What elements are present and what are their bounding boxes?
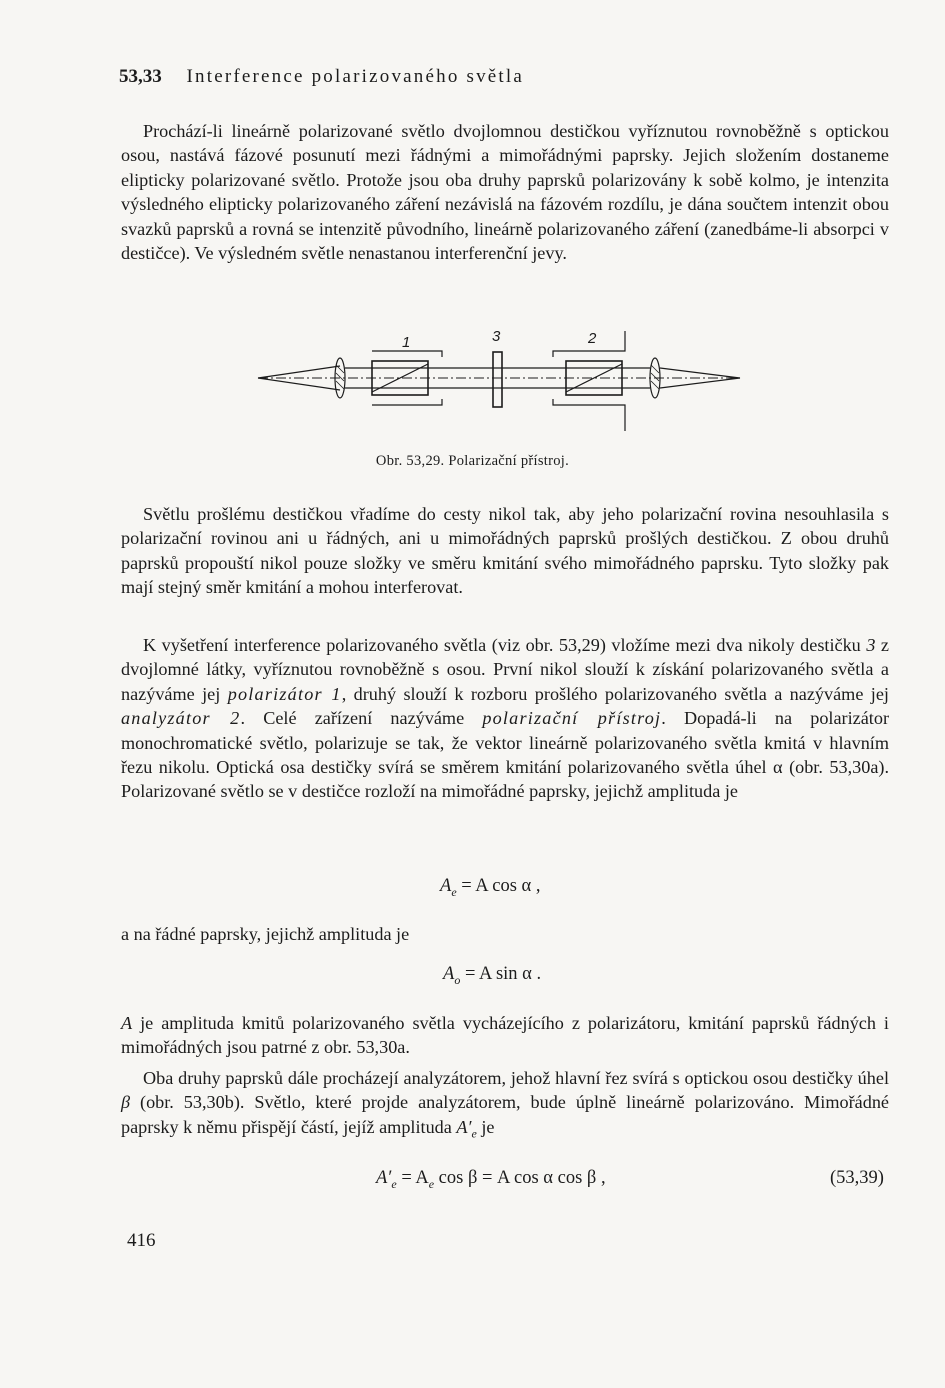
- section-number: 53,33: [119, 66, 162, 87]
- nicol-2-bracket-bottom: [553, 399, 625, 431]
- paragraph-2: Světlu prošlému destičkou vřadíme do cesty nikol tak, aby jeho polarizační rovina nesouhlasila s polarizační rovinou ani u řádných, ani u mimořádných paprsků prošlých destičkou. Z obou druhů paprsků propouští nikol pouze složky ve směru kmitání svého mimořádného paprsku. Tyto složky pak mají stejný směr kmitání a mohou interferovat.: [121, 504, 889, 598]
- paragraph-3: K vyšetření interference polarizovaného světla (viz obr. 53,29) vložíme mezi dva nikoly destičku 3 z dvojlomné látky, vyříznutou rovnoběžně s osou. První nikol slouží k získání polarizovaného světla a nazýváme jej polarizátor 1, druhý slouží k rozboru prošlého polarizovaného světla a nazýváme jej analyzátor 2. Celé zařízení nazýváme polarizační přístroj. Dopadá-li na polarizátor monochromatické světlo, polarizuje se tak, že vektor lineárně polarizovaného světla kmitá v hlavním řezu nikolu. Optická osa destičky svírá se směrem kmitání polarizovaného světla úhel α (obr. 53,30a). Polarizované světlo se v destičce rozloží na mimořádné paprsky, jejichž amplituda je: [121, 635, 890, 802]
- polarizing-device-diagram: [250, 325, 750, 435]
- plate-number: 3: [866, 635, 876, 655]
- figure-caption: Obr. 53,29. Polarizační přístroj.: [375, 453, 570, 469]
- label-2: 2: [588, 330, 597, 347]
- equation-number: (53,39): [830, 1168, 884, 1188]
- ray-right-lower: [660, 378, 740, 388]
- term-polarizator: polarizátor 1: [227, 683, 342, 704]
- nicol-1-bracket-top: [372, 351, 442, 357]
- line-ordinary-rays: a na řádné paprsky, jejichž amplituda je: [121, 924, 410, 944]
- ray-right-upper: [660, 368, 740, 378]
- equation-53-39: $A'_e = A_e$ cos β = A cos α cos β ,: [376, 1168, 606, 1191]
- paragraph-1: Prochází-li lineárně polarizované světlo dvojlomnou destičkou vyříznutou rovnoběžně s optickou osou, nastává fázové posunutí mezi řádnými a mimořádnými paprsky. Jejich složením dostaneme elipticky polarizované světlo. Protože jsou oba druhy paprsků polarizovány k sobě kolmo, je intenzita výsledného elipticky polarizovaného záření nezávislá na fázovém rozdílu, je dána součtem intenzit obou svazků paprsků a rovná se intenzitě původního, lineárně polarizovaného záření (zanedbáme-li absorpci v destičce). Ve výsledném světle nenastanou interferenční jevy.: [121, 121, 889, 264]
- label-1: 1: [402, 334, 411, 351]
- section-heading: [119, 66, 524, 88]
- term-analyzator: analyzátor 2: [121, 708, 241, 729]
- page-number: 416: [127, 1230, 156, 1251]
- ray-left-lower: [258, 378, 340, 390]
- paragraph-5: Oba druhy paprsků dále procházejí analyzátorem, jehož hlavní řez svírá s optickou osou destičky úhel β (obr. 53,30b). Světlo, které projde analyzátorem, bude úplně lineárně polarizováno. Mimořádné paprsky k němu přispějí částí, jejíž amplituda $A'_e$ je: [121, 1068, 889, 1141]
- equation-ao: $A_o = A$ sin α .: [443, 964, 542, 987]
- term-pristroj: polarizační přístroj: [482, 708, 662, 729]
- var-a: A: [121, 1013, 133, 1033]
- birefringent-plate-3: [493, 352, 502, 407]
- nicol-1-bracket-bottom: [372, 399, 442, 405]
- ray-left-upper: [258, 366, 340, 378]
- label-3: 3: [492, 328, 501, 345]
- paragraph-4: A je amplituda kmitů polarizovaného světla vycházejícího z polarizátoru, kmitání paprsků řádných i mimořádných jsou patrné z obr. 53,30a.: [121, 1013, 889, 1058]
- equation-ae: $A_e = A$ cos α ,: [440, 876, 541, 899]
- section-title: Interference polarizovaného světla: [186, 66, 524, 87]
